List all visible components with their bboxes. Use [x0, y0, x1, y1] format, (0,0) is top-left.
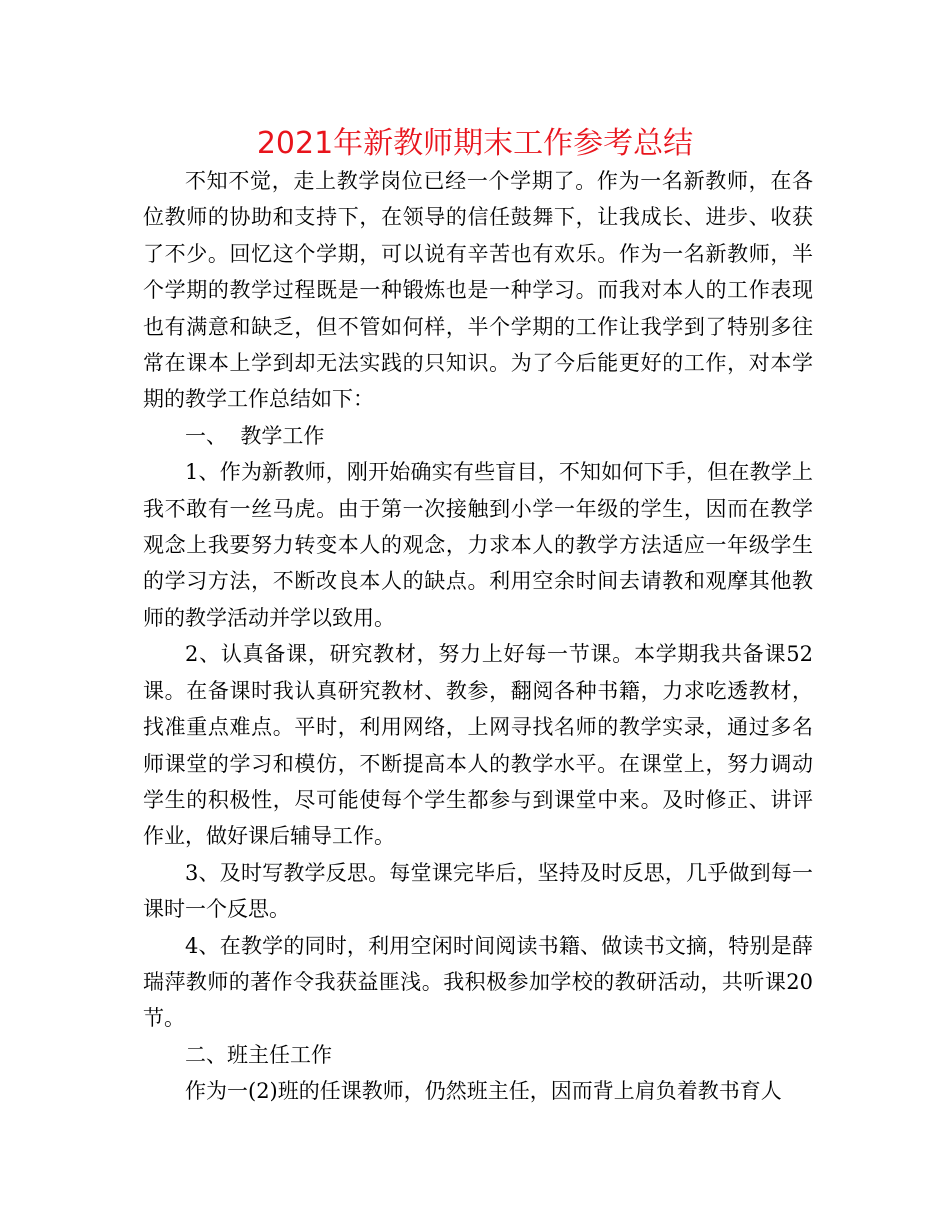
section-heading: 二、班主任工作 [185, 1042, 332, 1067]
paragraph: 2、认真备课，研究教材，努力上好每一节课。本学期我共备课52课。在备课时我认真研究教材、教参，翻阅各种书籍，力求吃透教材，找准重点难点。平时，利用网络，上网寻找名师的教学实录，通过多名师课堂的学习和模仿，不断提高本人的教学水平。在课堂上，努力调动学生的积极性，尽可能使每个学生都参与到课堂中来。及时修正、讲评作业，做好课后辅导工作。 [143, 642, 813, 849]
paragraph: 3、及时写教学反思。每堂课完毕后，坚持及时反思，几乎做到每一课时一个反思。 [143, 860, 813, 922]
paragraph: 1、作为新教师，刚开始确实有些盲目，不知如何下手，但在教学上我不敢有一丝马虎。由于第一次接触到小学一年级的学生，因而在教学观念上我要努力转变本人的观念，力求本人的教学方法适应一年级学生的学习方法，不断改良本人的缺点。利用空余时间去请教和观摩其他教师的教学活动并学以致用。 [143, 460, 813, 630]
paragraph: 作为一(2)班的任课教师，仍然班主任，因而背上肩负着教书育人 [185, 1079, 782, 1104]
paragraph: 4、在教学的同时，利用空闲时间阅读书籍、做读书文摘，特别是薛瑞萍教师的著作令我获益匪浅。我积极参加学校的教研活动，共听课20节。 [143, 933, 813, 1031]
document-title: 2021年新教师期末工作参考总结 [256, 126, 694, 161]
document-body [143, 163, 813, 1110]
paragraph: 不知不觉，走上教学岗位已经一个学期了。作为一名新教师，在各位教师的协助和支持下，在领导的信任鼓舞下，让我成长、进步、收获了不少。回忆这个学期，可以说有辛苦也有欢乐。作为一名新教师，半个学期的教学过程既是一种锻炼也是一种学习。而我对本人的工作表现也有满意和缺乏，但不管如何样，半个学期的工作让我学到了特别多往常在课本上学到却无法实践的只知识。为了今后能更好的工作，对本学期的教学工作总结如下： [143, 169, 813, 412]
section-heading: 一、 教学工作 [185, 423, 325, 448]
